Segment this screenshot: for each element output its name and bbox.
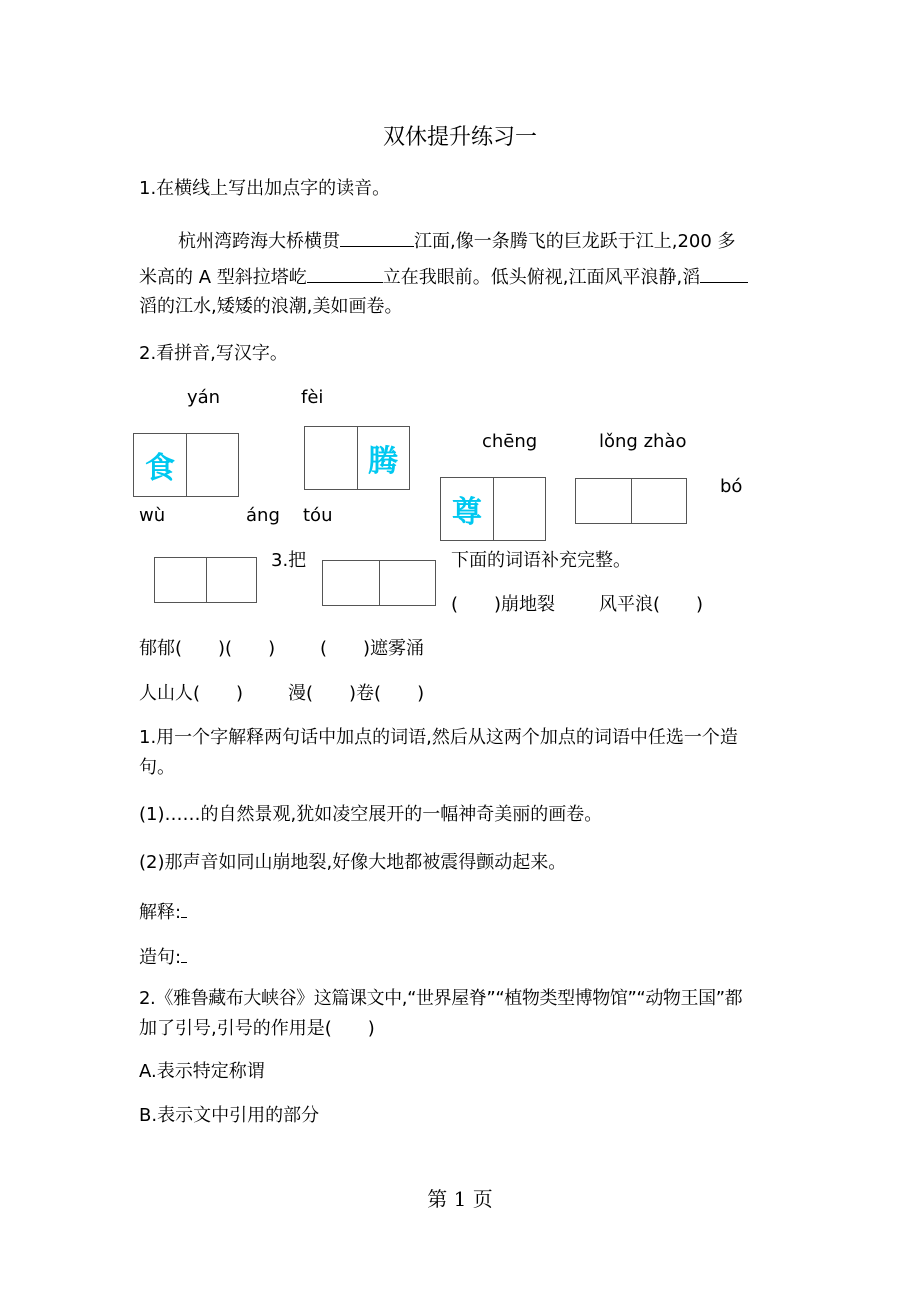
char-shi: 食 — [145, 451, 175, 486]
char-cell — [134, 434, 187, 496]
q1-line-2-part-b: 立在我眼前。低头俯视,江面风平浪静,滔 — [382, 267, 701, 288]
pinyin-wu: wù — [139, 505, 166, 526]
char-cell — [441, 478, 494, 540]
question-4-label-line-2: 句。 — [139, 757, 175, 778]
q3-item-3[interactable]: 郁郁( )( ) — [139, 638, 276, 659]
char-box-fei — [304, 426, 410, 490]
char-cell-blank[interactable] — [576, 479, 632, 523]
char-teng: 腾 — [368, 444, 398, 479]
char-box-wu — [154, 557, 257, 603]
char-cell-blank[interactable] — [206, 558, 257, 602]
option-a[interactable]: A.表示特定称谓 — [139, 1061, 265, 1082]
question-3-label-b: 下面的词语补充完整。 — [451, 550, 631, 571]
q1-line-1-part-a: 杭州湾跨海大桥横贯 — [178, 231, 340, 252]
question-5-line-1: 2.《雅鲁藏布大峡谷》这篇课文中,“世界屋脊”“植物类型博物馆”“动物王国”都 — [139, 988, 743, 1009]
q1-line-2 — [139, 264, 748, 289]
answer-blank-2[interactable] — [307, 264, 383, 283]
q4-explain-row — [139, 899, 187, 924]
q1-line-2-part-a: 米高的 A 型斜拉塔屹 — [139, 267, 307, 288]
q1-line-3: 滔的江水,矮矮的浪潮,美如画卷。 — [139, 296, 403, 317]
page-title: 双休提升练习一 — [382, 125, 537, 150]
question-3-label-a: 3.把 — [271, 550, 307, 571]
char-cell-blank[interactable] — [379, 561, 435, 605]
char-cell-blank[interactable] — [493, 478, 545, 540]
answer-blank-1[interactable] — [340, 228, 414, 247]
char-cell — [357, 427, 409, 489]
pinyin-fei: fèi — [301, 387, 324, 408]
pinyin-yan: yán — [187, 387, 221, 408]
q4-sentence-2: (2)那声音如同山崩地裂,好像大地都被震得颤动起来。 — [139, 852, 567, 873]
pinyin-tou: tóu — [303, 505, 333, 526]
answer-blank-3[interactable] — [700, 264, 748, 283]
char-cell-blank[interactable] — [323, 561, 380, 605]
q4-explain-label: 解释: — [139, 902, 182, 923]
pinyin-longzhao: lǒng zhào — [599, 431, 687, 452]
page-number: 第 1 页 — [427, 1187, 493, 1211]
make-blank[interactable] — [181, 944, 187, 963]
option-b[interactable]: B.表示文中引用的部分 — [139, 1105, 320, 1126]
q4-sentence-1: (1)……的自然景观,犹如凌空展开的一幅神奇美丽的画卷。 — [139, 804, 603, 825]
explain-blank[interactable] — [181, 899, 187, 918]
q4-make-label: 造句: — [139, 947, 182, 968]
q3-item-1[interactable]: ( )崩地裂 — [451, 594, 556, 615]
q3-item-2[interactable]: 风平浪( ) — [599, 594, 704, 615]
question-4-label-line-1: 1.用一个字解释两句话中加点的词语,然后从这两个加点的词语中任选一个造 — [139, 727, 738, 748]
char-zun: 尊 — [452, 495, 482, 530]
q1-line-1-part-b: 江面,像一条腾飞的巨龙跃于江上,200 多 — [414, 231, 736, 252]
char-box-angtou — [322, 560, 436, 606]
char-box-yan — [133, 433, 239, 497]
question-2-label: 2.看拼音,写汉字。 — [139, 343, 288, 364]
char-box-cheng — [440, 477, 546, 541]
q3-item-5[interactable]: 人山人( ) — [139, 683, 244, 704]
q3-item-4[interactable]: ( )遮雾涌 — [320, 638, 425, 659]
pinyin-ang: áng — [246, 505, 280, 526]
q3-item-6[interactable]: 漫( )卷( ) — [288, 683, 425, 704]
q4-make-row — [139, 944, 187, 969]
char-cell-blank[interactable] — [631, 479, 686, 523]
pinyin-bo: bó — [720, 476, 743, 497]
pinyin-cheng: chēng — [482, 431, 538, 452]
question-1-label: 1.在横线上写出加点字的读音。 — [139, 178, 391, 199]
q1-line-1 — [178, 228, 736, 253]
char-cell-blank[interactable] — [155, 558, 207, 602]
char-cell-blank[interactable] — [186, 434, 238, 496]
char-box-longzhao — [575, 478, 687, 524]
question-5-line-2: 加了引号,引号的作用是( ) — [139, 1018, 375, 1039]
char-cell-blank[interactable] — [305, 427, 358, 489]
